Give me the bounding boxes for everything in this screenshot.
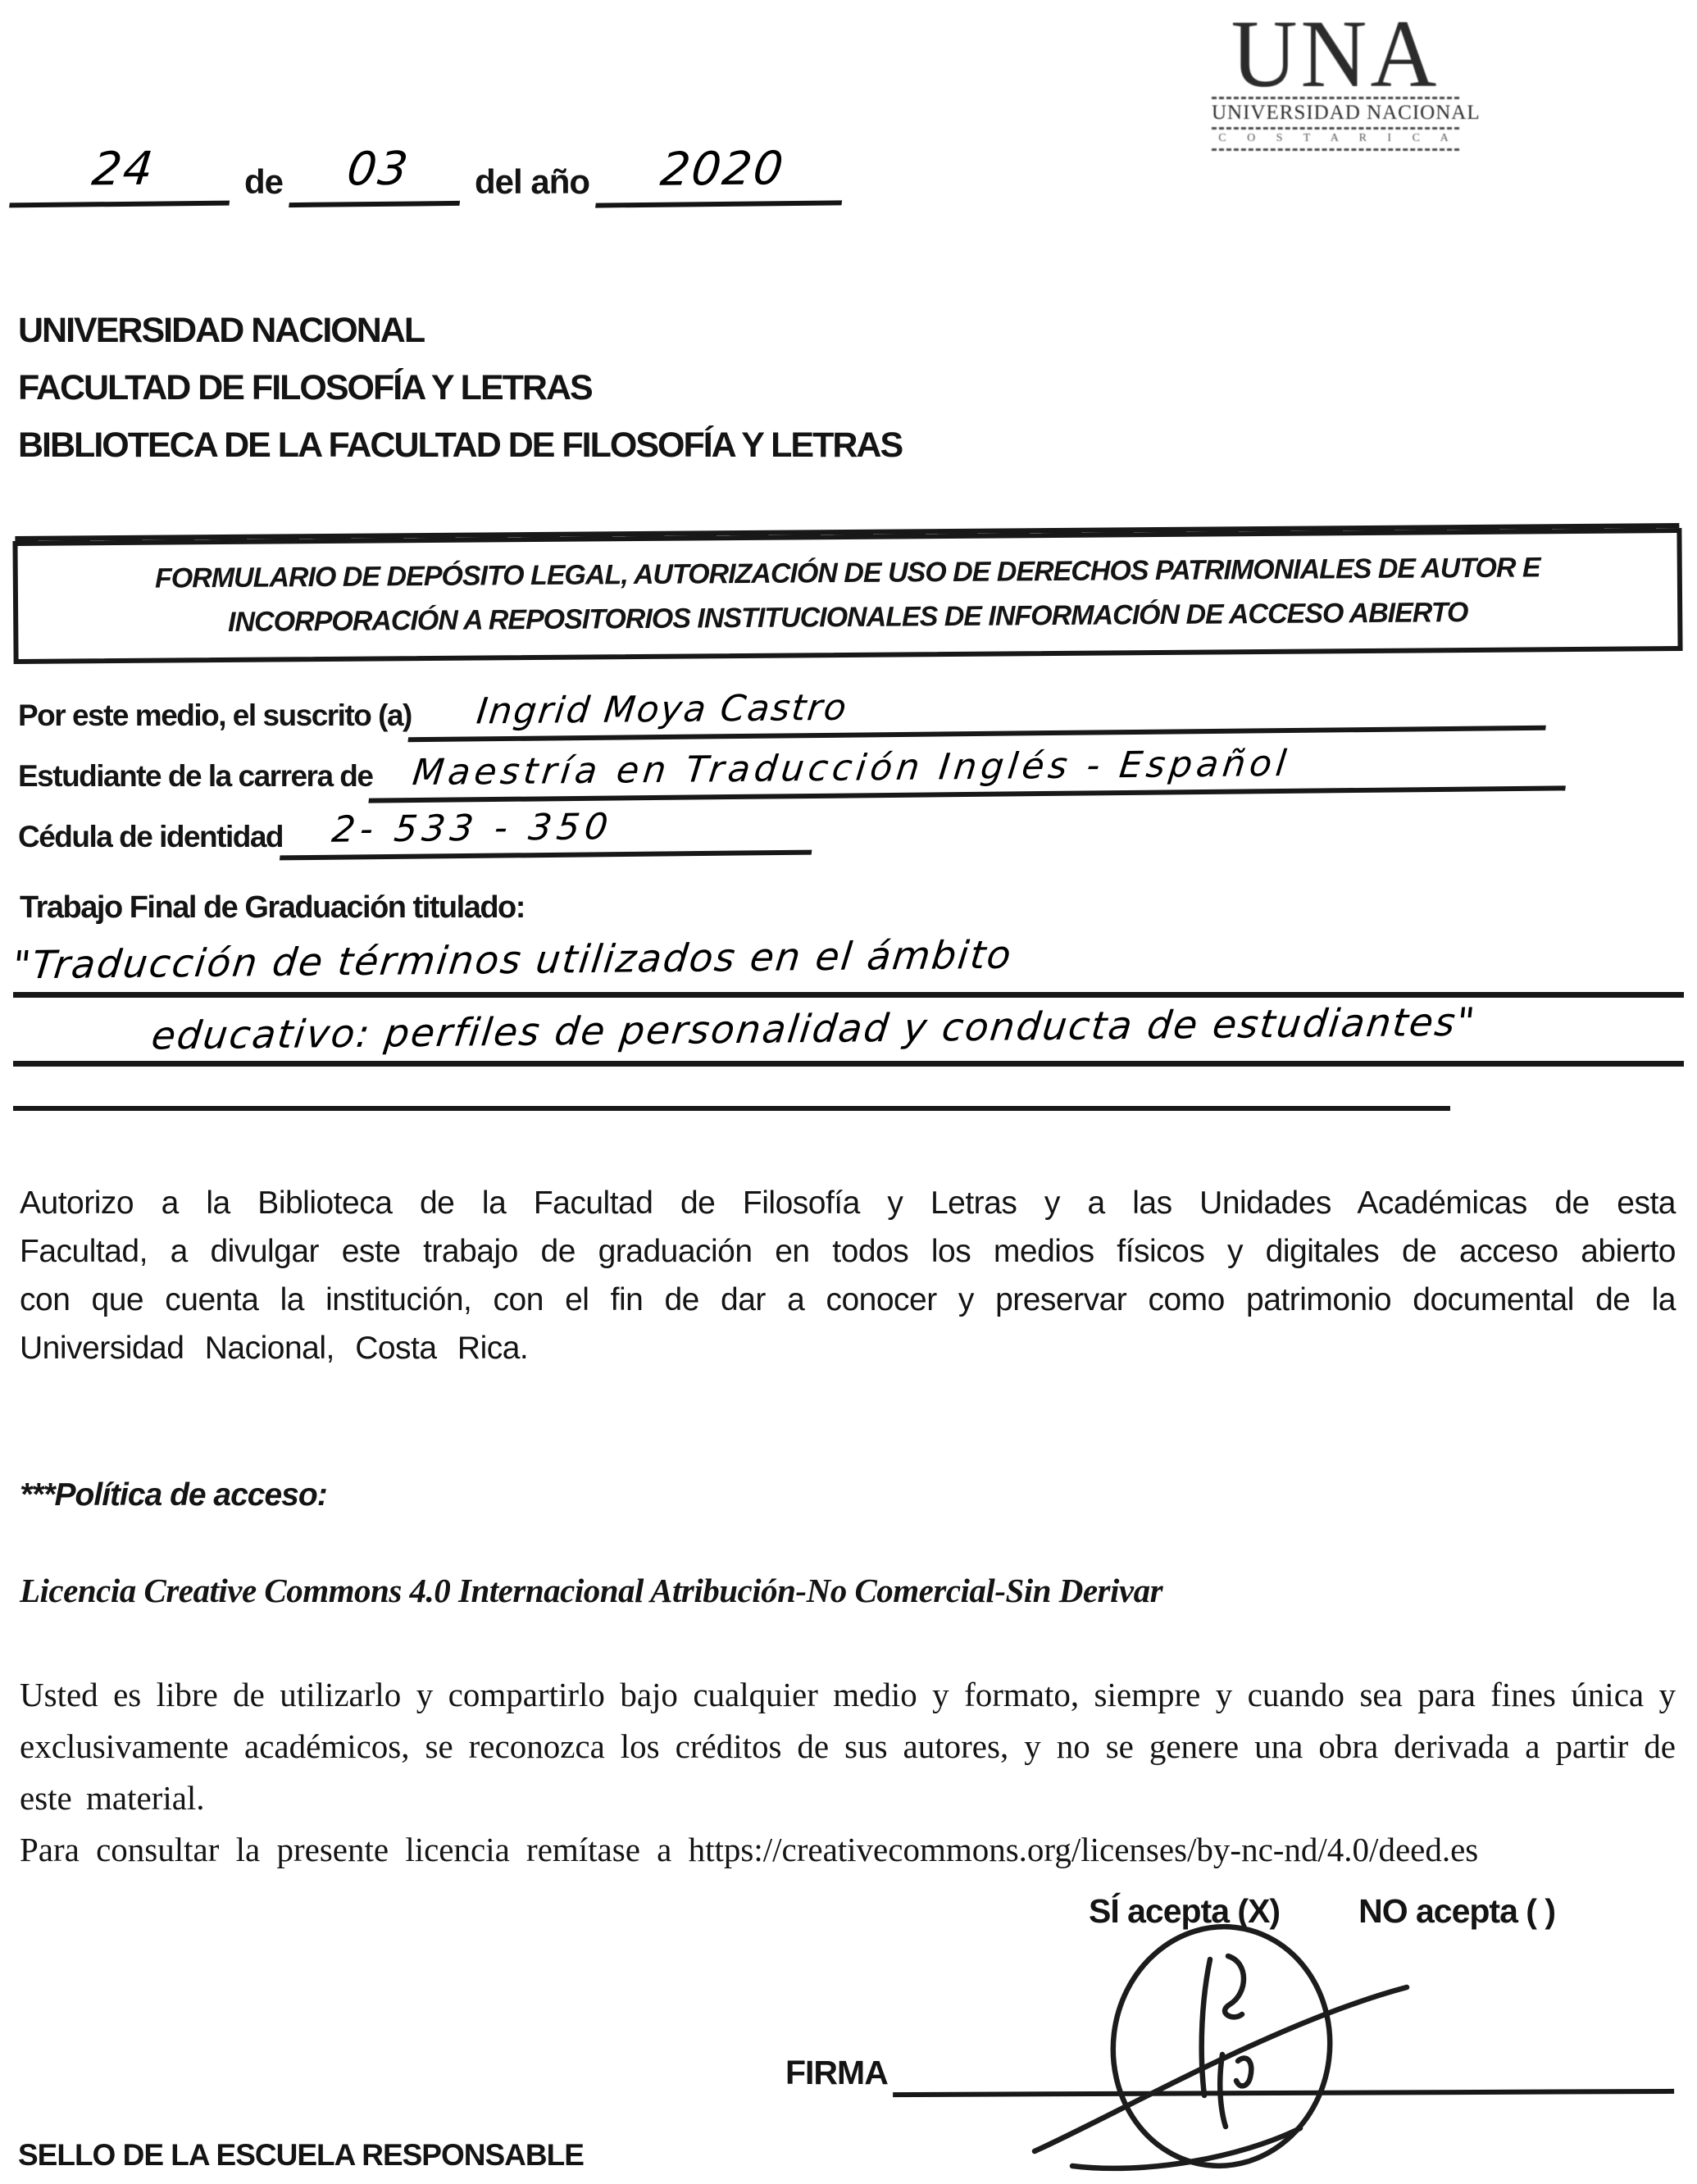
license-consult-line: Para consultar la presente licencia remítase a https://creativecommons.org/licenses/by-nc-nd/4.0/deed.es (20, 1831, 1479, 1868)
header-library: BIBLIOTECA DE LA FACULTAD DE FILOSOFÍA Y LETRAS (18, 425, 903, 465)
logo-divider (1212, 127, 1459, 130)
logo-divider (1212, 148, 1459, 151)
firma-label: FIRMA (785, 2054, 888, 2091)
header-university: UNIVERSIDAD NACIONAL (18, 311, 425, 350)
thesis-title-label: Trabajo Final de Graduación titulado: (20, 890, 525, 925)
handwritten-signature (1023, 1917, 1466, 2179)
field-carrera (18, 743, 1567, 797)
field-carrera-value: Maestría en Traducción Inglés - Español (369, 736, 1572, 803)
form-title-line2: INCORPORACIÓN A REPOSITORIOS INSTITUCIONALES DE INFORMACIÓN DE ACCESO ABIERTO (227, 597, 1468, 638)
field-suscrito-label: Por este medio, el suscrito (a) (18, 698, 412, 732)
form-title-box (12, 528, 1682, 664)
accept-no-option: NO acepta ( ) (1358, 1892, 1555, 1930)
school-seal-label: SELLO DE LA ESCUELA RESPONSABLE (18, 2138, 584, 2172)
logo-university-name: UNIVERSIDAD NACIONAL (1212, 102, 1481, 124)
license-terms: Usted es libre de utilizarlo y compartirlo bajo cualquier medio y formato, siempre y cuando sea para fines única y exclusivamente académicos, se reconozca los créditos de sus autores, y no se genere una obra derivada a partir de este material. (20, 1676, 1676, 1817)
date-de-label: de (244, 162, 284, 201)
thesis-title-blank-line (13, 1067, 1450, 1111)
institution-header (18, 302, 902, 474)
field-suscrito (18, 682, 1548, 736)
logo-country-name: C O S T A R I C A (1218, 132, 1458, 144)
una-logo (1212, 0, 1481, 152)
field-cedula-value: 2- 533 - 350 (280, 801, 817, 861)
thesis-title-line2: educativo: perfiles de personalidad y conducta de estudiantes" (148, 999, 1479, 1059)
accept-yes-option: SÍ acepta (X) (1089, 1892, 1281, 1930)
date-year-label: del año (475, 162, 590, 201)
authorization-paragraph: Autorizo a la Biblioteca de la Facultad de Filosofía y Letras y a las Unidades Académicas de esta Facultad, a divulgar este trabajo de graduación en todos los medios físicos y digitales de acceso abierto con que cuenta la institución, con el fin de dar a conocer y preservar como patrimonio documental de la Universidad Nacional, Costa Rica. (20, 1185, 1676, 1366)
license-terms-block (20, 1669, 1676, 1876)
una-logo-acronym: UNA (1231, 0, 1440, 108)
field-cedula-label: Cédula de identidad (18, 820, 284, 853)
header-faculty: FACULTAD DE FILOSOFÍA Y LETRAS (18, 368, 592, 407)
field-cedula (18, 803, 814, 858)
field-suscrito-value: Ingrid Moya Castro (407, 676, 1551, 743)
access-policy-heading: ***Política de acceso: (20, 1477, 327, 1513)
year-field: 2020 (595, 136, 849, 207)
form-title-line1: FORMULARIO DE DEPÓSITO LEGAL, AUTORIZACIÓN DE USO DE DERECHOS PATRIMONIALES DE AUTOR E (154, 552, 1540, 594)
license-name: Licencia Creative Commons 4.0 Internacional Atribución-No Comercial-Sin Derivar (20, 1572, 1163, 1609)
month-field: 03 (289, 137, 467, 207)
thesis-title-line1: "Traducción de términos utilizados en el ámbito (10, 932, 1015, 989)
date-line (13, 138, 845, 207)
field-carrera-label: Estudiante de la carrera de (18, 759, 373, 793)
thesis-title-section (10, 890, 1684, 1111)
day-field: 24 (9, 137, 237, 208)
